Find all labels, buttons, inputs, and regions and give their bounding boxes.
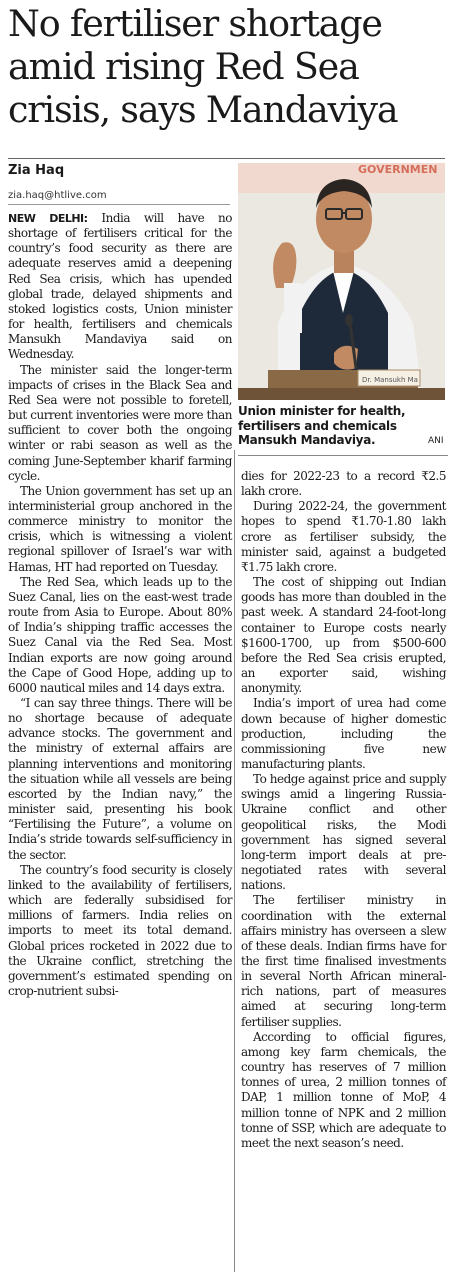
article-paragraph: India’s import of urea had come down because of higher domestic production, including the commissioning five new manufacturing plants. — [241, 696, 446, 771]
article-paragraph: The country’s food security is closely linked to the availability of fertilisers, which are federally subsidised for millions of farmers. India relies on imports to meet its total demand. Global prices rocketed in 2022 due to the Ukraine conflict, stretching the government’s estimated spending on crop-nutrient subsi- — [8, 862, 232, 998]
headline — [8, 2, 452, 131]
nameplate-text: Dr. Mansukh Ma — [362, 376, 418, 384]
article-paragraph: During 2022-24, the government hopes to spend ₹1.70-1.80 lakh crore as fertiliser subsidy, the minister said, against a budgeted ₹1.75 lakh crore. — [241, 499, 446, 574]
headline-line: No fertiliser shortage — [8, 2, 382, 45]
article-paragraph: The cost of shipping out Indian goods has more than doubled in the past week. A standard 24-foot-long container to Europe costs nearly $1600-1700, up from $500-600 before the Red Sea crisis erupted, an exporter said, wishing anonymity. — [241, 575, 446, 696]
article-paragraph: According to official figures, among key farm chemicals, the country has reserves of 7 million tonnes of urea, 2 million tonnes of DAP, 1 million tonne of MoP, 4 million tonne of NPK and 2 million tonne of SSP, which are adequate to meet the next season’s need. — [241, 1029, 446, 1150]
article-paragraph: The Red Sea, which leads up to the Suez Canal, lies on the east-west trade route from Asia to Europe. About 80% of India’s shipping traffic accesses the Suez Canal via the Red Sea. Most Indian exports are now going around the Cape of Good Hope, adding up to 6000 nautical miles and 14 days extra. — [8, 574, 232, 695]
article-column-left — [8, 211, 232, 999]
photo-credit: ANI — [428, 436, 444, 446]
caption-rule — [238, 455, 448, 456]
article-paragraph: The Union government has set up an interministerial group anchored in the commerce ministry to monitor the crisis, which is witnessing a violent regional spillover of Israel’s war with Hamas, HT had reported on Tuesday. — [8, 483, 232, 574]
article-paragraph: The minister said the longer-term impacts of crises in the Black Sea and Red Sea were not possible to foretell, but current inventories were more than sufficient to cover both the ongoing winter or rabi season as well as the coming June-September kharif farming cycle. — [8, 362, 232, 483]
photo-caption: Union minister for health, fertilisers and chemicals Mansukh Mandaviya. — [238, 404, 406, 447]
article-paragraph: dies for 2022-23 to a record ₹2.5 lakh crore. — [241, 469, 446, 499]
article-column-right — [241, 469, 446, 1151]
column-divider — [234, 450, 235, 1272]
headline-line: crisis, says Mandaviya — [8, 88, 398, 131]
backdrop-text: GOVERNMEN — [358, 163, 438, 176]
paragraph-text: India will have no shortage of fertilisers critical for the country’s food security as there are adequate reserves amid a deepening Red Sea crisis, which has upended global trade, delayed shipments and stoked logistics costs, Union minister for health, fertilisers and chemicals Mansukh Mandaviya said on Wednesday. — [8, 211, 232, 362]
article-paragraph: “I can say three things. There will be no shortage because of adequate advance stocks. The government and the ministry of external affairs are planning interventions and monitoring the situation while all vessels are being escorted by the Indian navy,” the minister said, presenting his book “Fertilising the Future”, a volume on India’s stride towards self-sufficiency in the sector. — [8, 696, 232, 862]
byline-rule — [8, 204, 230, 205]
article-paragraph: The fertiliser ministry in coordination with the external affairs ministry has overseen a slew of these deals. Indian firms have for the first time finalised investments in several North African mineral-rich nations, part of measures aimed at securing long-term fertiliser supplies. — [241, 893, 446, 1029]
headline-line: amid rising Red Sea — [8, 45, 359, 88]
article-paragraph — [8, 211, 232, 363]
article-paragraph: To hedge against price and supply swings amid a lingering Russia-Ukraine conflict and other geopolitical risks, the Modi government has signed several long-term import deals at pre-negotiated rates with several nations. — [241, 772, 446, 893]
author-byline: Zia Haq — [8, 163, 65, 178]
dateline: NEW DELHI: — [8, 212, 88, 225]
author-email: zia.haq@htlive.com — [8, 190, 107, 201]
headline-rule — [8, 158, 445, 159]
minister-photo — [238, 163, 445, 400]
